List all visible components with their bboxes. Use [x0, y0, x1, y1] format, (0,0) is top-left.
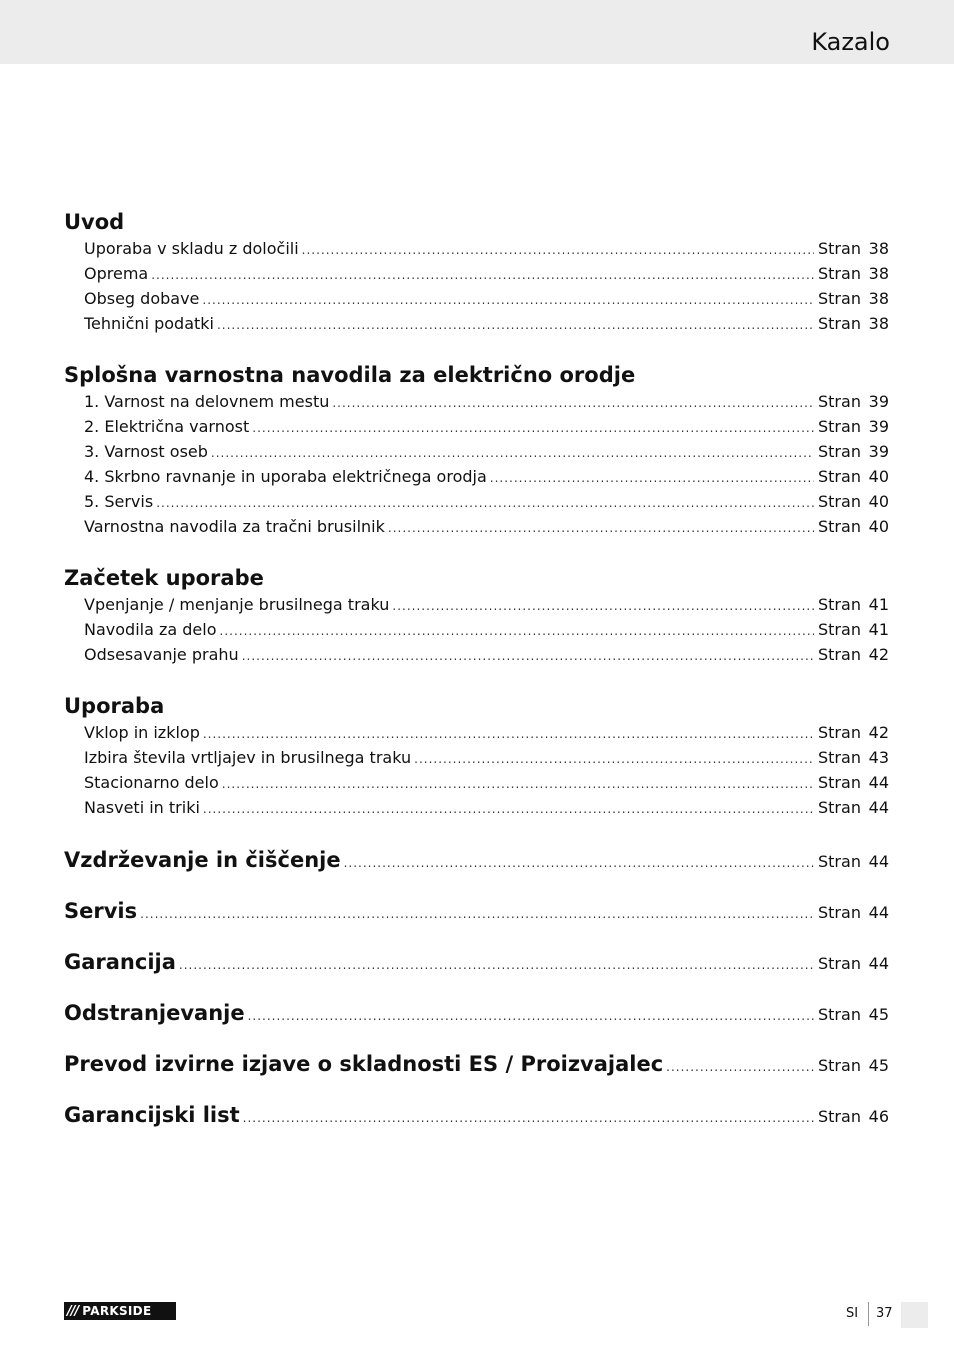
toc-item-page: 43 — [868, 748, 889, 767]
toc-main-label: Garancijski list — [64, 1103, 240, 1127]
toc-item-page: 40 — [868, 467, 889, 486]
page-title: Kazalo — [811, 28, 890, 56]
toc-section-odstranjevanje — [64, 998, 889, 1028]
toc-item-stran: Stran — [818, 239, 861, 258]
leader-dots — [202, 288, 814, 313]
table-of-contents — [64, 208, 889, 1151]
toc-item-page: 38 — [868, 314, 889, 333]
toc-item-stran: Stran — [818, 903, 861, 922]
toc-item-stran: Stran — [818, 289, 861, 308]
toc-item-label: 2. Električna varnost — [84, 417, 250, 436]
toc-item-label: Varnostna navodila za tračni brusilnik — [84, 517, 385, 536]
toc-item-page: 44 — [868, 954, 889, 973]
toc-item-stran: Stran — [818, 595, 861, 614]
toc-section-prevod — [64, 1049, 889, 1079]
leader-dots — [156, 491, 814, 516]
toc-item-label: Nasveti in triki — [84, 798, 200, 817]
footer-corner-box — [901, 1302, 928, 1328]
toc-item[interactable] — [64, 389, 889, 414]
toc-section-uporaba — [64, 692, 889, 820]
toc-section-garancijski-list — [64, 1100, 889, 1130]
toc-item-page: 40 — [868, 492, 889, 511]
leader-dots — [220, 619, 815, 644]
toc-item-page: 38 — [868, 264, 889, 283]
leader-dots — [203, 797, 814, 822]
toc-item-stran: Stran — [818, 1107, 861, 1126]
toc-item-stran: Stran — [818, 442, 861, 461]
toc-item-stran: Stran — [818, 773, 861, 792]
toc-item[interactable] — [64, 770, 889, 795]
leader-dots — [392, 594, 814, 619]
toc-item-stran: Stran — [818, 264, 861, 283]
leader-dots — [179, 950, 814, 980]
toc-item-label: Stacionarno delo — [84, 773, 219, 792]
leader-dots — [203, 722, 814, 747]
toc-item-stran: Stran — [818, 852, 861, 871]
toc-item-page: 42 — [868, 645, 889, 664]
toc-main-entry[interactable] — [64, 1049, 889, 1079]
logo-slashes: /// — [67, 1303, 79, 1319]
leader-dots — [302, 238, 814, 263]
leader-dots — [414, 747, 814, 772]
toc-item-page: 46 — [868, 1107, 889, 1126]
toc-item-label: Vklop in izklop — [84, 723, 200, 742]
toc-item-label: Tehnični podatki — [84, 314, 214, 333]
toc-item[interactable] — [64, 592, 889, 617]
toc-item[interactable] — [64, 414, 889, 439]
toc-item-stran: Stran — [818, 645, 861, 664]
footer-divider — [868, 1302, 869, 1326]
toc-item-label: Navodila za delo — [84, 620, 217, 639]
parkside-logo — [64, 1302, 176, 1320]
toc-item-page: 39 — [868, 392, 889, 411]
section-title: Uvod — [64, 210, 125, 234]
toc-item-stran: Stran — [818, 467, 861, 486]
leader-dots — [243, 1103, 814, 1133]
leader-dots — [242, 644, 814, 669]
toc-item[interactable] — [64, 617, 889, 642]
leader-dots — [388, 516, 814, 541]
toc-main-entry[interactable] — [64, 998, 889, 1028]
toc-item[interactable] — [64, 489, 889, 514]
toc-item-stran: Stran — [818, 1056, 861, 1075]
toc-item-label: 4. Skrbno ravnanje in uporaba električnega orodja — [84, 467, 487, 486]
leader-dots — [248, 1001, 814, 1031]
toc-item-page: 39 — [868, 442, 889, 461]
toc-item-label: 1. Varnost na delovnem mestu — [84, 392, 330, 411]
toc-section-splosna — [64, 361, 889, 539]
toc-item-label: 5. Servis — [84, 492, 154, 511]
toc-item-label: Oprema — [84, 264, 149, 283]
section-title: Začetek uporabe — [64, 566, 264, 590]
page-number: 37 — [876, 1306, 893, 1321]
toc-section-vzdrzevanje — [64, 845, 889, 875]
toc-section-zacetek — [64, 564, 889, 667]
toc-item[interactable] — [64, 236, 889, 261]
toc-item[interactable] — [64, 720, 889, 745]
toc-item-stran: Stran — [818, 748, 861, 767]
toc-main-entry[interactable] — [64, 896, 889, 926]
toc-item-page: 40 — [868, 517, 889, 536]
leader-dots — [140, 899, 814, 929]
toc-item-stran: Stran — [818, 954, 861, 973]
leader-dots — [211, 441, 814, 466]
toc-item[interactable] — [64, 286, 889, 311]
toc-item-page: 44 — [868, 773, 889, 792]
toc-item[interactable] — [64, 311, 889, 336]
toc-item-stran: Stran — [818, 517, 861, 536]
toc-main-label: Odstranjevanje — [64, 1001, 245, 1025]
toc-item-stran: Stran — [818, 1005, 861, 1024]
toc-item-stran: Stran — [818, 620, 861, 639]
leader-dots — [332, 391, 814, 416]
leader-dots — [490, 466, 814, 491]
toc-item-stran: Stran — [818, 392, 861, 411]
leader-dots — [344, 848, 814, 878]
toc-item-stran: Stran — [818, 492, 861, 511]
toc-item-label: Izbira števila vrtljajev in brusilnega traku — [84, 748, 412, 767]
toc-main-label: Garancija — [64, 950, 176, 974]
logo-brand: PARKSIDE — [82, 1304, 152, 1318]
leader-dots — [252, 416, 814, 441]
toc-section-garancija — [64, 947, 889, 977]
toc-main-label: Vzdrževanje in čiščenje — [64, 848, 341, 872]
toc-item-label: Obseg dobave — [84, 289, 200, 308]
toc-item-page: 44 — [868, 903, 889, 922]
toc-item-stran: Stran — [818, 723, 861, 742]
toc-item[interactable] — [64, 261, 889, 286]
toc-item-label: 3. Varnost oseb — [84, 442, 208, 461]
toc-item-page: 42 — [868, 723, 889, 742]
toc-item[interactable] — [64, 464, 889, 489]
toc-main-label: Servis — [64, 899, 138, 923]
section-title: Uporaba — [64, 694, 165, 718]
toc-main-entry[interactable] — [64, 845, 889, 875]
leader-dots — [222, 772, 814, 797]
leader-dots — [666, 1052, 814, 1082]
toc-item-stran: Stran — [818, 314, 861, 333]
toc-item-label: Uporaba v skladu z določili — [84, 239, 299, 258]
toc-item-page: 44 — [868, 798, 889, 817]
toc-item-label: Odsesavanje prahu — [84, 645, 239, 664]
toc-section-servis — [64, 896, 889, 926]
toc-item[interactable] — [64, 745, 889, 770]
toc-item-page: 41 — [868, 620, 889, 639]
toc-item[interactable] — [64, 439, 889, 464]
toc-item-page: 39 — [868, 417, 889, 436]
toc-item[interactable] — [64, 795, 889, 820]
leader-dots — [151, 263, 814, 288]
toc-main-entry[interactable] — [64, 947, 889, 977]
toc-section-uvod — [64, 208, 889, 336]
toc-item-page: 38 — [868, 239, 889, 258]
toc-item-page: 38 — [868, 289, 889, 308]
leader-dots — [217, 313, 814, 338]
toc-item[interactable] — [64, 642, 889, 667]
toc-item-page: 41 — [868, 595, 889, 614]
toc-item-page: 45 — [868, 1056, 889, 1075]
language-code: SI — [846, 1306, 859, 1321]
toc-item-page: 45 — [868, 1005, 889, 1024]
toc-item-label: Vpenjanje / menjanje brusilnega traku — [84, 595, 390, 614]
toc-item[interactable] — [64, 514, 889, 539]
toc-main-label: Prevod izvirne izjave o skladnosti ES / Proizvajalec — [64, 1052, 664, 1076]
toc-item-stran: Stran — [818, 798, 861, 817]
toc-main-entry[interactable] — [64, 1100, 889, 1130]
section-title: Splošna varnostna navodila za električno orodje — [64, 363, 636, 387]
toc-item-stran: Stran — [818, 417, 861, 436]
toc-item-page: 44 — [868, 852, 889, 871]
